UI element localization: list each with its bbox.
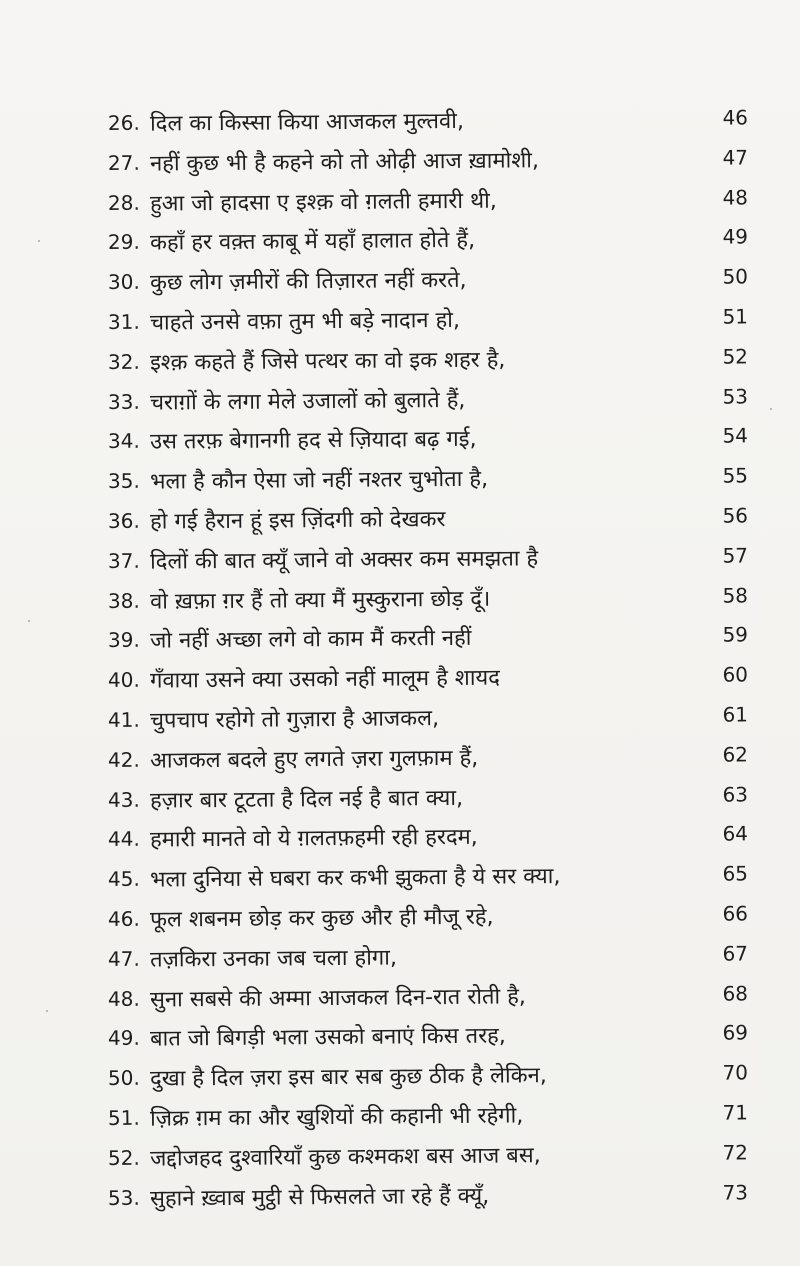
- paper-speck: [770, 408, 772, 410]
- toc-entry-title: इश्क़ कहते हैं जिसे पत्थर का वो इक शहर है,: [149, 347, 506, 376]
- toc-entry-title: वो ख़फ़ा ग़र हैं तो क्या मैं मुस्कुराना छोड़ दूँ।: [149, 586, 491, 615]
- toc-entry: [108, 1172, 748, 1217]
- toc-entry-page: 65: [722, 861, 749, 886]
- toc-entry-title: हमारी मानते वो ये ग़लतफ़हमी रही हरदम,: [149, 825, 478, 853]
- toc-entry-number: 47.: [107, 946, 140, 971]
- toc-entry-title: दिल का किस्सा किया आजकल मुल्तवी,: [149, 108, 465, 137]
- toc-entry-title: आजकल बदले हुए लगते ज़रा गुलफ़ाम हैं,: [149, 745, 479, 774]
- table-of-contents: [108, 103, 748, 1217]
- toc-entry: [108, 495, 748, 540]
- toc-entry-title: कहाँ हर वक़्त काबू में यहाँ हालात होते हैं,: [149, 228, 476, 256]
- toc-entry-number: 43.: [107, 787, 140, 812]
- toc-entry-title: गँवाया उसने क्या उसको नहीं मालूम है शायद: [149, 665, 501, 694]
- toc-entry: [108, 456, 748, 501]
- toc-entry: [108, 416, 748, 461]
- toc-entry: [108, 575, 748, 620]
- toc-entry: [108, 973, 748, 1018]
- toc-entry-title: सुहाने ख़्वाब मुट्ठी से फिसलते जा रहे हैं क्यूँ,: [149, 1183, 490, 1212]
- toc-entry-page: 70: [722, 1060, 749, 1085]
- toc-entry-number: 48.: [107, 986, 140, 1011]
- toc-entry: [108, 177, 748, 222]
- toc-entry: [108, 854, 748, 899]
- toc-entry-page: 54: [722, 423, 749, 448]
- toc-entry-number: 39.: [107, 627, 140, 653]
- toc-entry-page: 73: [722, 1179, 749, 1205]
- toc-entry-title: कुछ लोग ज़मीरों की तिज़ारत नहीं करते,: [149, 267, 467, 296]
- paper-speck: [46, 1010, 48, 1012]
- toc-entry-number: 34.: [107, 428, 140, 454]
- toc-entry-page: 50: [722, 264, 749, 289]
- toc-entry-title: बात जो बिगड़ी भला उसको बनाएं किस तरह,: [149, 1023, 506, 1052]
- toc-entry: [108, 137, 748, 182]
- toc-entry-title: दुखा है दिल ज़रा इस बार सब कुछ ठीक है लेकिन,: [149, 1063, 547, 1092]
- toc-entry-number: 29.: [107, 230, 140, 255]
- toc-entry-number: 49.: [107, 1025, 140, 1051]
- toc-entry: [108, 97, 748, 142]
- toc-entry: [108, 1132, 748, 1177]
- toc-entry: [108, 933, 748, 978]
- toc-entry-page: 61: [722, 702, 749, 727]
- toc-entry-number: 38.: [107, 588, 140, 613]
- toc-entry-page: 59: [722, 622, 749, 647]
- toc-entry: [108, 376, 748, 421]
- toc-entry-title: जद्दोजहद दुश्वारियाँ कुछ कश्मकश बस आज बस,: [149, 1142, 541, 1172]
- toc-entry-title: हज़ार बार टूटता है दिल नई है बात क्या,: [149, 785, 464, 814]
- toc-entry: [108, 1053, 748, 1098]
- toc-entry-page: 51: [722, 304, 749, 329]
- toc-entry-title: चराग़ों के लगा मेले उजालों को बुलाते हैं,: [149, 387, 466, 416]
- toc-entry-number: 35.: [107, 468, 140, 494]
- toc-entry-title: दिलों की बात क्यूँ जाने वो अक्सर कम समझता है: [149, 545, 539, 575]
- toc-entry-number: 33.: [107, 389, 140, 414]
- toc-entry-page: 69: [722, 1020, 749, 1045]
- toc-entry-number: 40.: [107, 667, 140, 693]
- toc-entry-page: 47: [722, 145, 749, 170]
- toc-entry: [108, 1092, 748, 1137]
- toc-entry-number: 32.: [107, 349, 140, 374]
- toc-entry-title: फूल शबनम छोड़ कर कुछ और ही मौजू रहे,: [149, 904, 494, 933]
- toc-entry-number: 36.: [107, 508, 140, 533]
- toc-entry: [108, 694, 748, 739]
- toc-entry-title: चुपचाप रहोगे तो गुज़ारा है आजकल,: [149, 705, 440, 734]
- toc-entry-page: 67: [722, 941, 749, 966]
- toc-entry-number: 30.: [107, 269, 140, 295]
- toc-entry-number: 37.: [107, 548, 140, 573]
- toc-entry-title: हुआ जो हादसा ए इश्क़ वो ग़लती हमारी थी,: [149, 188, 497, 217]
- toc-entry-page: 60: [722, 662, 749, 687]
- toc-entry-title: सुना सबसे की अम्मा आजकल दिन-रात रोती है,: [149, 983, 526, 1013]
- toc-entry-page: 58: [722, 582, 749, 608]
- toc-entry: [108, 336, 748, 381]
- toc-entry-title: उस तरफ़ बेगानगी हद से ज़ियादा बढ़ गई,: [149, 427, 477, 455]
- toc-entry: [108, 296, 748, 341]
- toc-entry: [108, 535, 748, 580]
- toc-entry-page: 57: [722, 543, 749, 568]
- toc-entry-title: भला है कौन ऐसा जो नहीं नश्तर चुभोता है,: [149, 466, 489, 495]
- toc-entry-number: 52.: [107, 1145, 140, 1170]
- toc-entry: [108, 615, 748, 660]
- toc-entry-title: नहीं कुछ भी है कहने को तो ओढ़ी आज ख़ामोशी,: [149, 147, 540, 177]
- toc-entry-page: 49: [722, 224, 749, 249]
- toc-entry: [108, 655, 748, 700]
- toc-entry-number: 46.: [107, 906, 140, 931]
- toc-entry-page: 48: [722, 184, 749, 210]
- toc-entry-number: 26.: [107, 110, 140, 135]
- toc-entry: [108, 814, 748, 859]
- toc-entry-number: 28.: [107, 190, 140, 215]
- toc-entry-page: 71: [722, 1100, 749, 1125]
- toc-entry-title: तज़किरा उनका जब चला होगा,: [149, 945, 398, 973]
- toc-entry-number: 27.: [107, 150, 140, 175]
- toc-entry-number: 31.: [107, 309, 140, 334]
- toc-entry-page: 64: [722, 821, 749, 846]
- toc-entry-page: 56: [722, 503, 749, 528]
- toc-entry-page: 62: [722, 742, 749, 767]
- toc-entry-page: 52: [722, 344, 749, 369]
- toc-entry-page: 72: [722, 1140, 749, 1165]
- paper-speck: [28, 620, 30, 622]
- toc-entry-number: 50.: [107, 1065, 140, 1091]
- toc-entry-title: चाहते उनसे वफ़ा तुम भी बड़े नादान हो,: [149, 307, 461, 336]
- toc-entry-title: हो गई हैरान हूं इस ज़िंदगी को देखकर: [149, 506, 446, 535]
- toc-entry-page: 53: [722, 383, 749, 409]
- toc-entry: [108, 217, 748, 262]
- toc-entry-number: 41.: [107, 707, 140, 732]
- toc-entry-number: 53.: [107, 1185, 140, 1210]
- toc-entry: [108, 1013, 748, 1058]
- toc-entry: [108, 893, 748, 938]
- toc-entry-page: 55: [722, 463, 749, 488]
- toc-entry-number: 45.: [107, 866, 140, 892]
- toc-entry-number: 42.: [107, 747, 140, 772]
- toc-entry-page: 68: [722, 980, 749, 1006]
- toc-entry-page: 63: [722, 781, 749, 807]
- toc-entry: [108, 734, 748, 779]
- toc-entry-page: 66: [722, 901, 749, 926]
- toc-entry-number: 44.: [107, 826, 140, 852]
- paper-speck: [38, 240, 40, 242]
- toc-entry: [108, 257, 748, 302]
- toc-entry-title: भला दुनिया से घबरा कर कभी झुकता है ये सर क्या,: [149, 864, 561, 893]
- toc-entry-title: जो नहीं अच्छा लगे वो काम मैं करती नहीं: [149, 626, 472, 654]
- toc-entry-title: ज़िक्र ग़म का और खुशियों की कहानी भी रहेगी,: [149, 1103, 524, 1132]
- toc-entry: [108, 774, 748, 819]
- toc-entry-number: 51.: [107, 1105, 140, 1130]
- toc-entry-page: 46: [722, 105, 749, 130]
